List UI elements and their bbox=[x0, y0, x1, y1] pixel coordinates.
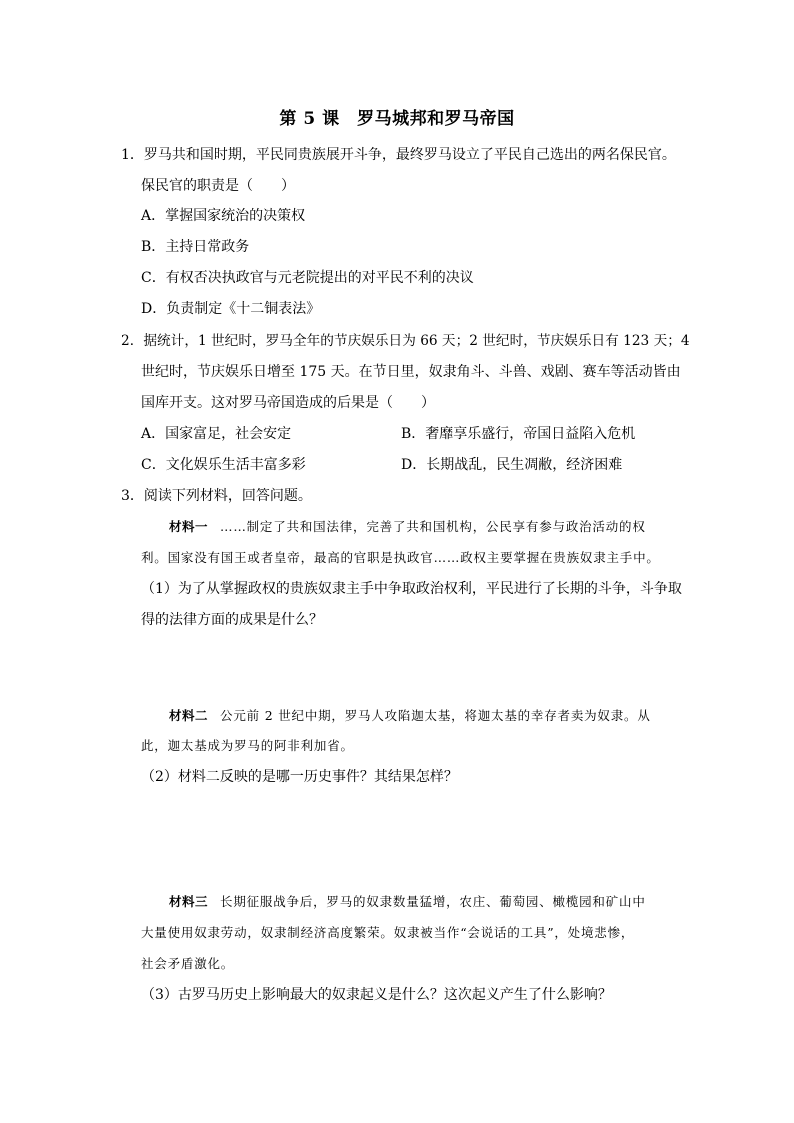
material-1-label: 材料一 bbox=[169, 519, 209, 534]
sub-question-2: （2）材料二反映的是哪一历史事件？其结果怎样？ bbox=[141, 769, 458, 785]
question-3-stem bbox=[121, 486, 312, 506]
question-2-option-b: B．奢靡享乐盛行，帝国日益陷入危机 bbox=[401, 426, 636, 442]
question-2-option-d: D．长期战乱，民生凋敝，经济困难 bbox=[401, 457, 623, 473]
question-1-option-a: A．掌握国家统治的决策权 bbox=[141, 208, 306, 224]
sub-question-1-line-1: （1）为了从掌握政权的贵族奴隶主手中争取政治权利，平民进行了长期的斗争，斗争取 bbox=[141, 581, 682, 597]
question-1-option-b: B．主持日常政务 bbox=[141, 239, 250, 255]
question-1-option-d: D．负责制定《十二铜表法》 bbox=[141, 301, 321, 317]
material-2-label: 材料二 bbox=[169, 708, 209, 723]
material-1-line-1 bbox=[169, 517, 646, 537]
material-3-line-2: 大量使用奴隶劳动，奴隶制经济高度繁荣。奴隶被当作“会说话的工具”，处境悲惨， bbox=[141, 925, 635, 940]
question-3-number: 3． bbox=[121, 488, 144, 504]
question-1-stem-text-1: 罗马共和国时期，平民同贵族展开斗争，最终罗马设立了平民自己选出的两名保民官。 bbox=[143, 147, 676, 163]
material-2-line-2: 此，迦太基成为罗马的阿非利加省。 bbox=[141, 738, 354, 753]
question-2-stem-line-2: 世纪时，节庆娱乐日增至 175 天。在节日里，奴隶角斗、斗兽、戏剧、赛车等活动皆由 bbox=[141, 364, 681, 380]
question-2-option-c: C．文化娱乐生活丰富多彩 bbox=[141, 457, 306, 473]
material-1-text-1: ……制定了共和国法律，完善了共和国机构，公民享有参与政治活动的权 bbox=[220, 519, 646, 534]
material-1-line-2: 利。国家没有国王或者皇帝，最高的官职是执政官……政权主要掌握在贵族奴隶主手中。 bbox=[141, 550, 660, 565]
sub-question-1-line-2: 得的法律方面的成果是什么？ bbox=[141, 612, 323, 628]
question-1-stem-line-1 bbox=[121, 145, 676, 165]
material-2-line-1 bbox=[169, 706, 651, 726]
material-3-text-1: 长期征服战争后，罗马的奴隶数量猛增，农庄、葡萄园、橄榄园和矿山中 bbox=[220, 894, 646, 909]
question-1-number: 1． bbox=[121, 147, 144, 163]
material-3-label: 材料三 bbox=[169, 894, 209, 909]
question-3-stem-text: 阅读下列材料，回答问题。 bbox=[143, 488, 312, 504]
question-2-stem-text-1: 据统计，1 世纪时，罗马全年的节庆娱乐日为 66 天；2 世纪时，节庆娱乐日有 123 天；4 bbox=[143, 333, 690, 349]
material-3-line-3: 社会矛盾激化。 bbox=[141, 956, 235, 971]
material-2-text-1: 公元前 2 世纪中期，罗马人攻陷迦太基，将迦太基的幸存者卖为奴隶。从 bbox=[220, 708, 651, 723]
question-2-stem-line-3: 国库开支。这对罗马帝国造成的后果是（ ） bbox=[141, 395, 435, 411]
question-2-number: 2． bbox=[121, 333, 144, 349]
sub-question-3: （3）古罗马历史上影响最大的奴隶起义是什么？这次起义产生了什么影响？ bbox=[141, 987, 612, 1003]
material-3-line-1 bbox=[169, 892, 646, 912]
question-1-option-c: C．有权否决执政官与元老院提出的对平民不利的决议 bbox=[141, 270, 474, 286]
page-title: 第 5 课 罗马城邦和罗马帝国 bbox=[279, 109, 515, 129]
question-2-stem-line-1 bbox=[121, 331, 690, 351]
question-2-option-a: A．国家富足，社会安定 bbox=[141, 426, 292, 442]
question-1-stem-line-2: 保民官的职责是（ ） bbox=[141, 178, 295, 194]
